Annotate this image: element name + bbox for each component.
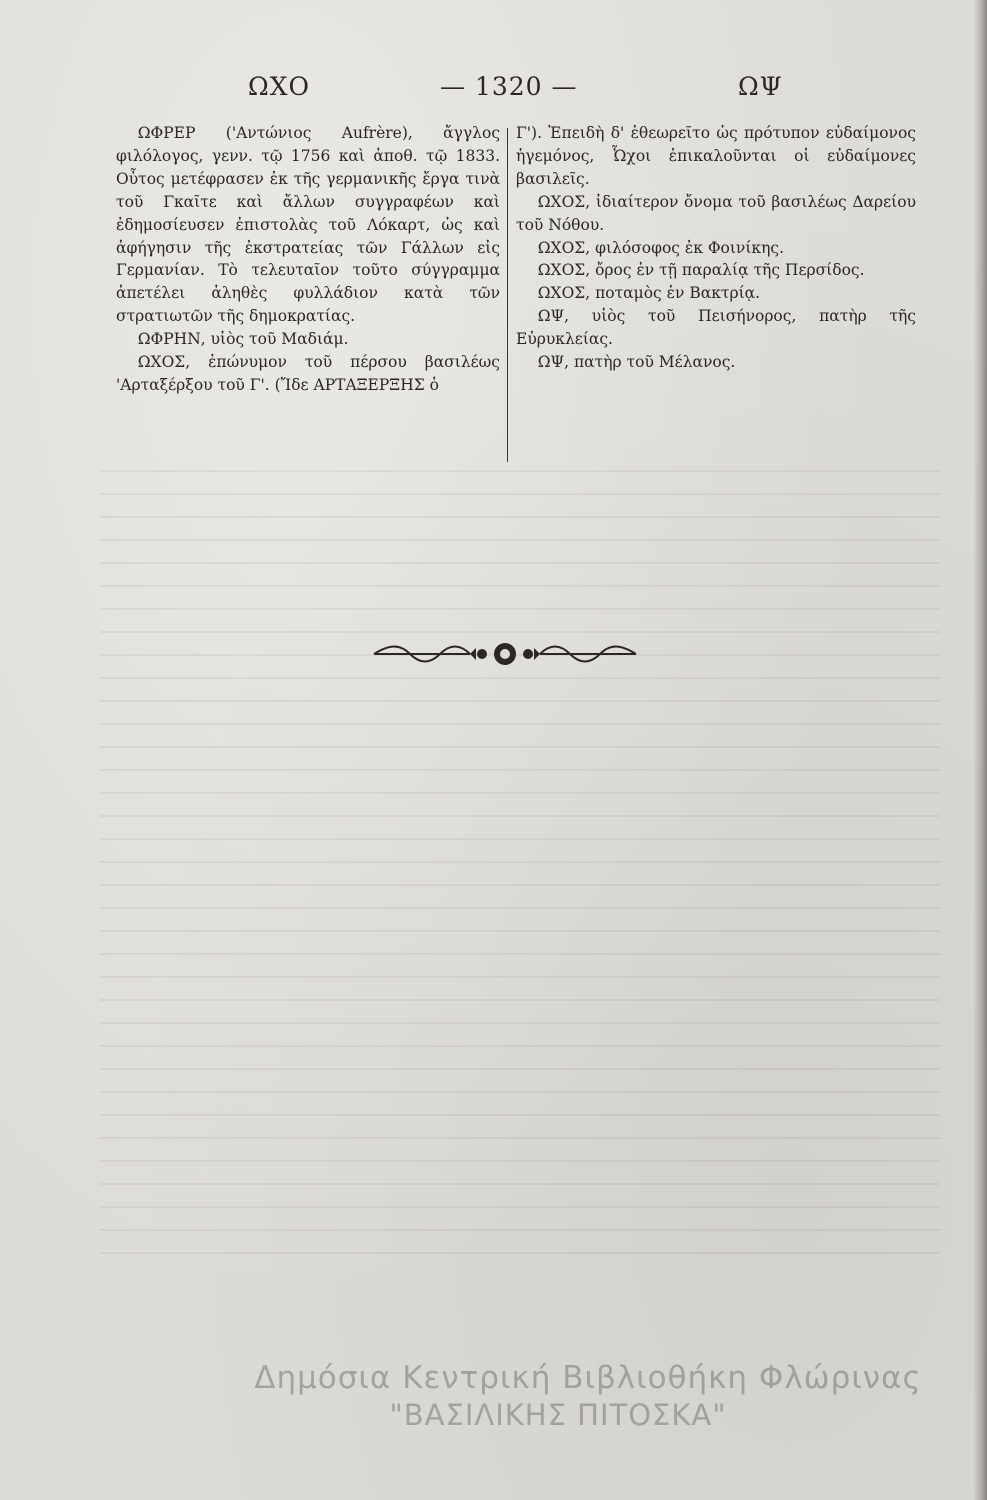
header-right-guideword: ΩΨ: [738, 72, 783, 101]
entry-ochos-river: ΩΧΟΣ, ποταμὸς ἐν Βακτρίᾳ.: [537, 284, 761, 303]
entry-ochos-artaxerxes-continued: Γ'). Ἐπειδὴ δ' ἐθεωρεῖτο ὡς πρότυπον εὐδαίμονος ἡγεμόνος, Ὦχοι ἐπικαλοῦνται οἱ εὐδαίμονες βασιλεῖς.: [516, 124, 916, 188]
entry-ops-melas: ΩΨ, πατὴρ τοῦ Μέλανος.: [537, 353, 736, 372]
column-divider: [507, 128, 508, 462]
right-column: [516, 122, 916, 374]
entry-ochos-artaxerxes: ΩΧΟΣ, ἐπώνυμον τοῦ πέρσου βασιλέως 'Αρταξέρξου τοῦ Γ'. (Ἴδε ΑΡΤΑΞΕΡΞΗΣ ὁ: [116, 353, 500, 394]
watermark-library-dedication: "ΒΑΣΙΛΙΚΗΣ ΠΙΤΟΣΚΑ": [389, 1398, 727, 1432]
show-through-text: [100, 470, 940, 1270]
entry-ops-peisenor: ΩΨ, υἱὸς τοῦ Πεισήνορος, πατὴρ τῆς Εὐρυκλείας.: [516, 307, 916, 349]
watermark-library-name: Δημόσια Κεντρική Βιβλιοθήκη Φλώρινας: [254, 1360, 922, 1396]
entry-ofrin: ΩΦΡΗΝ, υἱὸς τοῦ Μαδιάμ.: [137, 330, 349, 349]
header-left-guideword: ΩΧΟ: [248, 72, 311, 101]
entry-ofrer: ΩΦΡΕΡ ('Αντώνιος Aufrère), ἄγγλος φιλόλογος, γενν. τῷ 1756 καὶ ἀποθ. τῷ 1833. Οὗτος μετέφρασεν ἐκ τῆς γερμανικῆς ἔργα τινὰ τοῦ Γκαῖτε καὶ ἄλλων συγγραφέων καὶ ἐδημοσίευσεν ἐπιστολὰς τοῦ Λόκαρτ, ὡς καὶ ἀφήγησιν τῆς ἐκστρατείας τῶν Γάλλων εἰς Γερμανίαν. Τὸ τελευταῖον τοῦτο σύγγραμμα ἀπετέλει ἀληθὲς φυλλάδιον κατὰ τῶν στρατιωτῶν τῆς δημοκρατίας.: [116, 124, 500, 326]
left-column: [116, 122, 500, 397]
page-edge-shadow: [973, 0, 987, 1500]
running-header: [0, 72, 987, 108]
entry-ochos-darius: ΩΧΟΣ, ἰδιαίτερον ὄνομα τοῦ βασιλέως Δαρείου τοῦ Νόθου.: [516, 192, 916, 234]
entry-ochos-mountain: ΩΧΟΣ, ὄρος ἐν τῇ παραλίᾳ τῆς Περσίδος.: [537, 261, 865, 280]
entry-ochos-philosopher: ΩΧΟΣ, φιλόσοφος ἐκ Φοινίκης.: [537, 238, 785, 257]
end-ornament-icon: [370, 640, 640, 668]
library-watermark: [228, 1360, 948, 1432]
page-number: — 1320 —: [440, 72, 578, 101]
